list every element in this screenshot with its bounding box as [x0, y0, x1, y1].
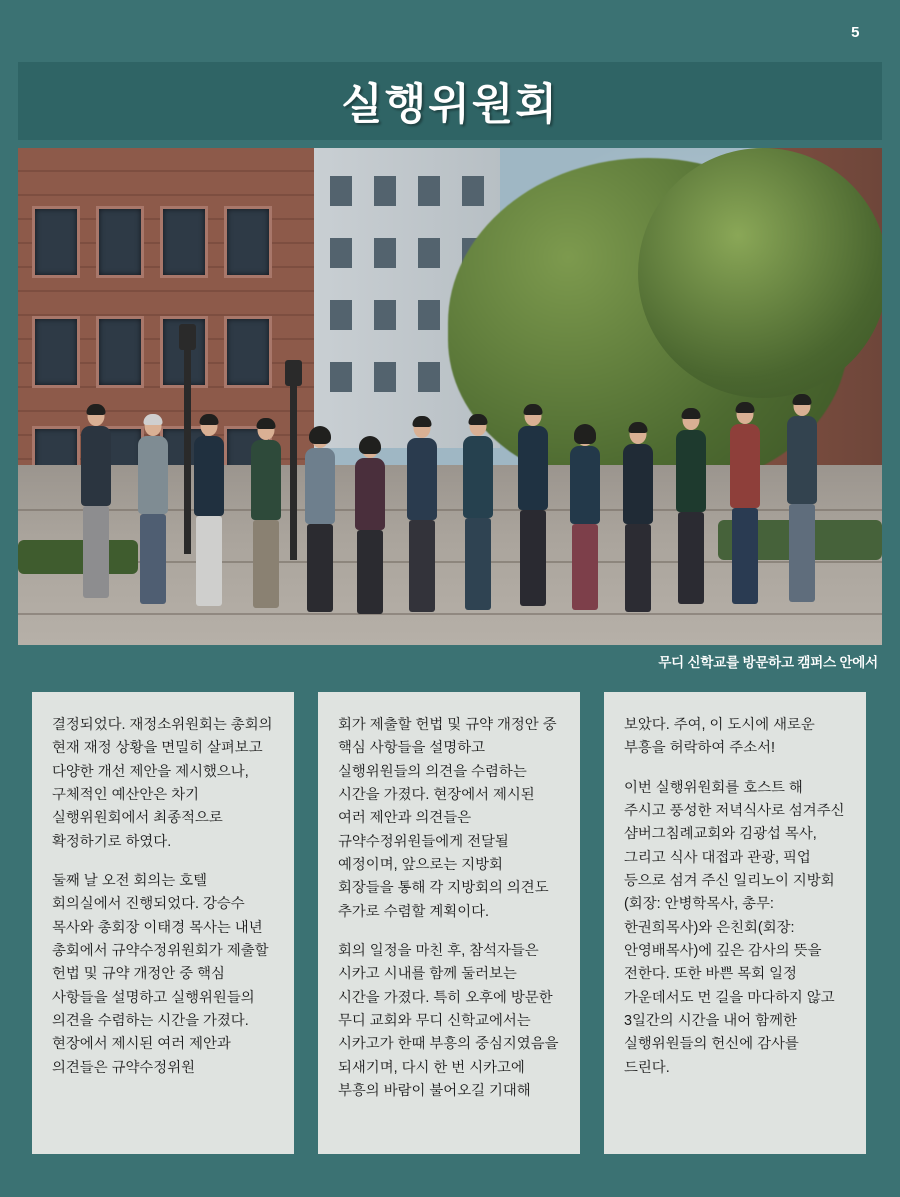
person — [668, 410, 714, 610]
article-column-2 — [318, 692, 580, 1154]
person — [722, 404, 768, 610]
lamp-head-mid — [285, 360, 302, 386]
group-photo — [18, 148, 882, 645]
article-columns — [32, 692, 868, 1154]
paragraph: 보았다. 주여, 이 도시에 새로운 부흥을 허락하여 주소서! — [624, 717, 815, 757]
paragraph: 회가 제출할 헌법 및 규약 개정안 중 핵심 사항들을 설명하고 실행위원들의 의견을 수렴하는 시간을 가졌다. 현장에서 제시된 여러 제안과 의견들은 규약수정위원들에게 전달될 예정이며, 앞으로는 지방회 회장들을 통해 각 지방회의 의견도 추가로 수렴할 계획이다. — [338, 717, 557, 920]
top-strip — [0, 0, 900, 62]
person — [186, 416, 232, 608]
page-title: 실행위원회 — [341, 80, 559, 129]
lamp-post-mid — [290, 380, 297, 560]
paragraph: 이번 실행위원회를 호스트 해 주시고 풍성한 저녁식사로 섬겨주신 샴버그침례교회와 김광섭 목사, 그리고 식사 대접과 관광, 픽업 등으로 섬겨 주신 일리노이 지방회(회장: 안병학목사, 총무:한권희목사)와 은친회(회장: 안영배목사)에 깊은 감사의 뜻을 전한다. 또한 바쁜 목회 일정 가운데서도 먼 길을 마다하지 않고 3일간의 시간을 내어 함께한 실행위원들의 헌신에 감사를 드린다. — [624, 779, 845, 1076]
person — [73, 406, 119, 606]
paragraph: 결정되었다. 재정소위원회는 총회의 현재 재정 상황을 면밀히 살펴보고 다양한 개선 제안을 제시했으나, 구체적인 예산안은 차기 실행위원회에서 최종적으로 확정하기로 하였다. — [52, 717, 273, 850]
page-number: 5 — [851, 24, 860, 41]
person — [398, 418, 446, 614]
person — [298, 428, 342, 610]
title-banner — [18, 62, 882, 140]
photo-scene — [18, 148, 882, 645]
person — [455, 416, 501, 612]
lamp-head-left — [179, 324, 196, 350]
person — [778, 396, 826, 610]
person — [563, 426, 607, 612]
person — [615, 424, 661, 612]
article-column-3 — [604, 692, 866, 1154]
article-column-1 — [32, 692, 294, 1154]
photo-caption: 무디 신학교를 방문하고 캠퍼스 안에서 — [658, 655, 878, 670]
tree-canopy-upper — [638, 148, 882, 398]
person — [348, 438, 392, 612]
person — [243, 420, 289, 610]
paragraph: 회의 일정을 마친 후, 참석자들은 시카고 시내를 함께 둘러보는 시간을 가졌다. 특히 오후에 방문한 무디 교회와 무디 신학교에서는 시카고가 한때 부흥의 중심지였음을 되새기며, 다시 한 번 시카고에 부흥의 바람이 불어오길 기대해 — [338, 942, 559, 1099]
person — [130, 416, 176, 608]
paragraph: 둘째 날 오전 회의는 호텔 회의실에서 진행되었다. 강승수 목사와 총회장 이태경 목사는 내년 총회에서 규약수정위원회가 제출할 헌법 및 규약 개정안 중 핵심 사항들을 설명하고 실행위원들의 의견을 수렴하는 시간을 가졌다. 현장에서 제시된 여러 제안과 의견들은 규약수정위원 — [52, 872, 269, 1076]
person — [510, 406, 556, 610]
